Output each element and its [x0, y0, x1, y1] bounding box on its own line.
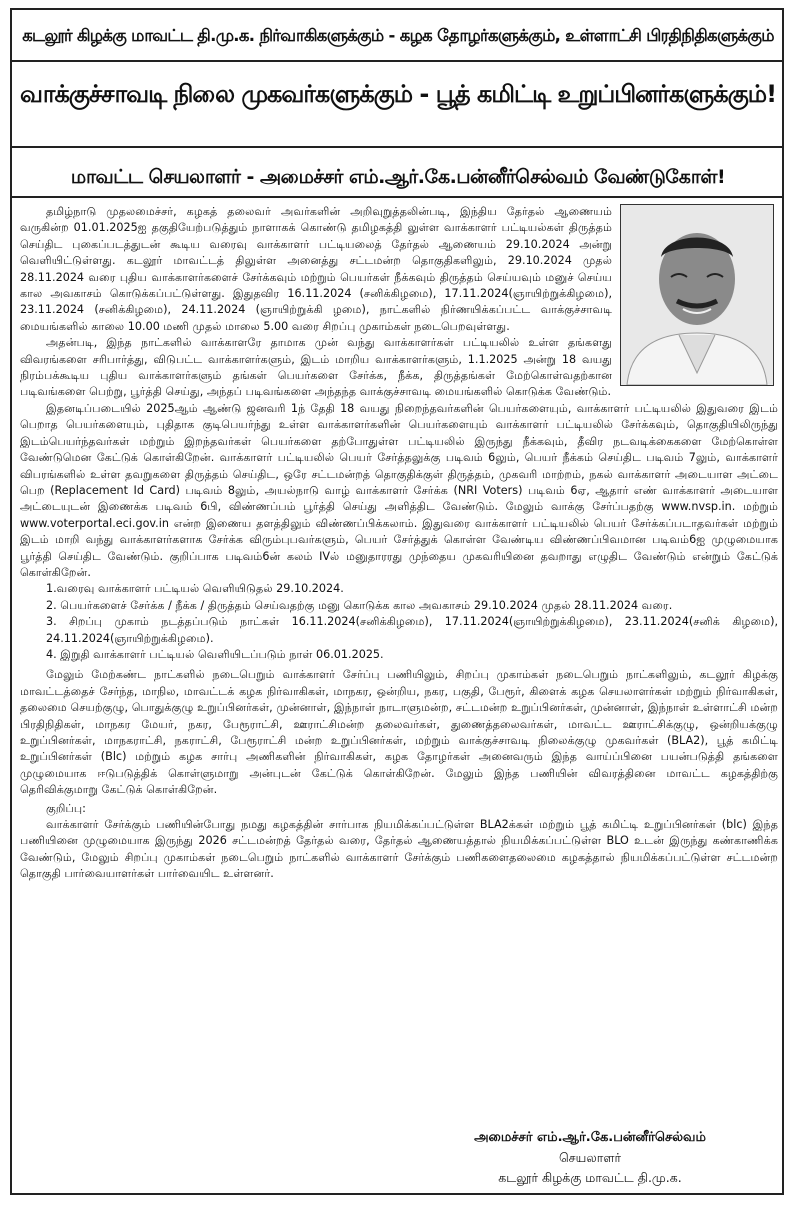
- paragraph-1: தமிழ்நாடு முதலமைச்சர், கழகத் தலைவர் அவர்களின் அறிவுறுத்தலின்படி, இந்திய தேர்தல் ஆணையம் வருகின்ற 01.01.2025ஐ தகுதியேற்படுத்தும் நாளாகக் கொண்டு தமிழகத்தி லுள்ள வாக்காளர் பட்டியல்கள் திருத்தம் செய்திட புகைப்படத்துடன் கூடிய வரைவு வாக்காளர் பட்டியலைத் தேர்தல் ஆணையம் 29.10.2024 அன்று வெளியிட்டுள்ளது. கடலூர் மாவட்டத் திலுள்ள அனைத்து சட்டமன்ற தொகுதிகளிலும், 29.10.2024 முதல் 28.11.2024 வரை புதிய வாக்காளர்களைச் சேர்க்கவும் மற்றும் பெயர்கள் நீக்கவும் திருத்தம் செய்யவும் மனுச் செய்ய கால அவகாசம் கொடுக்கப்பட்டுள்ளது. இதுதவிர 16.11.2024 (சனிக்கிழமை), 17.11.2024(ஞாயிற்றுக்கிழமை), 23.11.2024 (சனிக்கிழமை), 24.11.2024 (ஞாயிற்றுக்கி ழமை), நாட்களில் நிர்ணயிக்கப்பட்ட வாக்குச்சாவடி மையங்களில் காலை 10.00 மணி முதல் மாலை 5.00 வரை சிறப்பு முகாம்கள் நடைபெறவுள்ளது.: [20, 205, 612, 333]
- signatory-name: அமைச்சர் எம்.ஆர்.கே.பன்னீர்செல்வம்: [474, 1130, 706, 1145]
- schedule-item-2: 2. பெயர்களைச் சேர்க்க / நீக்க / திருத்தம் செய்வதற்கு மனு கொடுக்க கால அவகாசம் 29.10.2024 முதல் 28.11.2024 வரை.: [46, 598, 673, 612]
- notice-body: [20, 204, 778, 883]
- schedule-item-3: 3. சிறப்பு முகாம் நடத்தப்படும் நாட்கள் 16.11.2024(சனிக்கிழமை), 17.11.2024(ஞாயிற்றுக்கிழமை), 23.11.2024(சனிக் கிழமை), 24.11.2024(ஞாயிற்றுக்கிழமை).: [46, 615, 778, 645]
- signatory-role: செயலாளர்: [558, 1150, 622, 1165]
- subhead-divider: [12, 196, 784, 198]
- photo-spacer: [612, 204, 778, 388]
- top-line: கடலூர் கிழக்கு மாவட்ட தி.மு.க. நிர்வாகிகளுக்கும் - கழக தோழர்களுக்கும், உள்ளாட்சி பிரதிநிதிகளுக்கும்: [22, 26, 774, 45]
- paragraph-note: வாக்காளர் சேர்க்கும் பணியின்போது நமது கழகத்தின் சார்பாக நியமிக்கப்பட்டுள்ள BLA2க்கள் மற்றும் பூத் கமிட்டி உறுப்பினர்கள் (blc) இந்த பணியினை முழுமையாக இருந்து 2026 சட்டமன்றத் தேர்தல் வரை, தேர்தல் ஆணையத்தால் நியமிக்கப்பட்டுள்ள BLO உடன் இருந்து கண்காணிக்க வேண்டும், மேலும் சிறப்பு முகாம்கள் நடைபெறும் நாட்களில் வாக்காளர் சேர்க்கும் பணிகளைதலைமை கழகத்தால் நியமிக்கப்பட்டுள்ள சட்டமன்ற தொகுதி பார்வையாளர்கள் பார்வையிட உள்ளனர்.: [20, 818, 778, 881]
- paragraph-2: அதன்படி, இந்த நாட்களில் வாக்காளரே தாமாக முன் வந்து வாக்காளர்கள் பட்டியலில் உள்ள தங்களது விவரங்களை சரிபார்த்து, விடுபட்ட வாக்காளர்களும், இடம் மாறிய வாக்காளர்களும், 1.1.2025 அன்று 18 வயது நிரம்பக்கூடிய புதிய வாக்காளர்களும் தங்கள் பெயர்களை சேர்க்க, நீக்க, திருத்தங்கள் மேற்கொள்வதற்கான படிவங்களை பெற்று, பூர்த்தி செய்து, அந்தப் படிவங்களை அந்தந்த வாக்குச்சாவடி மையங்களில் கொடுக்க வேண்டும்.: [20, 336, 612, 399]
- headline-divider: [12, 146, 784, 148]
- schedule-item-1: 1.வரைவு வாக்காளர் பட்டியல் வெளியிடுதல் 29.10.2024.: [46, 582, 344, 596]
- headline: வாக்குச்சாவடி நிலை முகவர்களுக்கும் - பூத் கமிட்டி உறுப்பினர்களுக்கும்!: [19, 80, 777, 108]
- schedule-item-4: 4. இறுதி வாக்காளர் பட்டியல் வெளியிடப்படும் நாள் 06.01.2025.: [46, 647, 384, 661]
- top-divider: [12, 60, 784, 62]
- paragraph-3: இதனடிப்படையில் 2025ஆம் ஆண்டு ஜனவரி 1ந் தேதி 18 வயது நிறைந்தவர்களின் பெயர்களையும், வாக்காளர் பட்டியலில் இதுவரை இடம் பெறாத பெயர்களையும், புதிதாக குடிபெயர்ந்து உள்ள வாக்காளர்களின் பெயர்களையும் வாக்காளர் பட்டியலில் சேர்க்கவும், தொகுதியிலிருந்து இடம்பெயர்ந்தவர்கள் மற்றும் இறந்தவர்கள் பெயர்களை தற்போதுள்ள பட்டியலில் இருந்து நீக்கவும், தீவிர நடவடிக்கைகளை மேற்கொள்ள வேண்டுமென கேட்டுக் கொள்கிறேன். வாக்காளர் பட்டியலில் பெயர் சேர்த்தலுக்கு படிவம் 6லும், பெயர் நீக்கம் செய்திட படிவம் 7லும், வாக்காளர் விபரங்களில் உள்ள தவறுகளை திருத்தம் செய்திட, ஒரே சட்டமன்றத் தொகுதிக்குள் திருத்தம், முகவரி மாற்றம், நகல் வாக்காளர் அடையாள அட்டை பெற (Replacement Id Card) படிவம் 8லும், அயல்நாடு வாழ் வாக்காளர் சேர்க்க (NRI Voters) படிவம் 6ஏ, ஆதார் எண் வாக்காளர் அடையாள அட்டையுடன் இணைக்க படிவம் 6பி, விண்ணப்பம் பூர்த்தி செய்து அளித்திட வேண்டும். மேலும் வாக்கு சேர்ப்பதற்கு www.nvsp.in. மற்றும் www.voterportal.eci.gov.in என்ற இணைய தளத்திலும் விண்ணப்பிக்கலாம். இதுவரை வாக்காளர் பட்டியலில் பெயர் சேர்க்கப்படாதவர்கள் மற்றும் இடம் மாறி வந்து வாக்காளர்களாக சேர்க்க விரும்புபவர்களும், பெயர் சேர்த்துக் கொள்ள வேண்டிய விண்ணப்பிவமான படிவம்6ஐ முழுமையாக பூர்த்தி செய்திட வேண்டும். குறிப்பாக படிவம்6ன் கலம் IVல் மனுதாரரது முந்தைய முகவரியினை தவறாது எழுதிட வேண்டும் என்றும் கேட்டுக் கொள்கிறேன்.: [20, 401, 778, 579]
- signature-block: [420, 1128, 760, 1188]
- subheadline: மாவட்ட செயலாளர் - அமைச்சர் எம்.ஆர்.கே.பன்னீர்செல்வம் வேண்டுகோள்!: [70, 166, 726, 188]
- paragraph-4: மேலும் மேற்கண்ட நாட்களில் நடைபெறும் வாக்காளர் சேர்ப்பு பணியிலும், சிறப்பு முகாம்கள் நடைபெறும் நாட்களிலும், கடலூர் கிழக்கு மாவட்டத்தைச் சேர்ந்த, மாநில, மாவட்டக் கழக நிர்வாகிகள், மாநகர, ஒன்றிய, நகர, பகுதி, பேரூர், கிளைக் கழக செயலாளர்கள் மற்றும் நிர்வாகிகள், தலைமை செயற்குழு, பொதுக்குழு உறுப்பினர்கள், முன்னாள், இந்நாள் நாடாளுமன்ற, சட்டமன்ற உறுப்பினர்கள், முன்னாள், இந்நாள் உள்ளாட்சி மன்ற பிரதிநிதிகள், மாநகர மேயர், நகர, பேரூராட்சி, ஊராட்சிமன்ற தலைவர்கள், துணைத்தலைவர்கள், மாவட்ட ஊராட்சிக்குழு, ஒன்றியக்குழு உறுப்பினர்கள், மாநகராட்சி, நகராட்சி, பேரூராட்சி மன்ற உறுப்பினர்கள், மற்றும் வாக்குச்சாவடி நிலைக்குழு முகவர்கள் (BLA2), பூத் கமிட்டி உறுப்பினர்கள் (Blc) மற்றும் கழக சார்பு அணிகளின் நிர்வாகிகள், கழக தோழர்கள் அனைவரும் இந்த வாய்ப்பினை பயன்படுத்தி தங்களை முழுமையாக ஈடுபடுத்திக் கொள்ளுமாறு அன்புடன் கேட்டுக் கொள்கிறேன். மேலும் இந்த பணியின் விவரத்தினை மாவட்ட கழகத்திற்கு தெரிவிக்குமாறு கேட்டுக் கொள்கிறேன்.: [20, 668, 778, 797]
- note-label: குறிப்பு:: [46, 801, 86, 815]
- signatory-org: கடலூர் கிழக்கு மாவட்ட தி.மு.க.: [498, 1170, 682, 1185]
